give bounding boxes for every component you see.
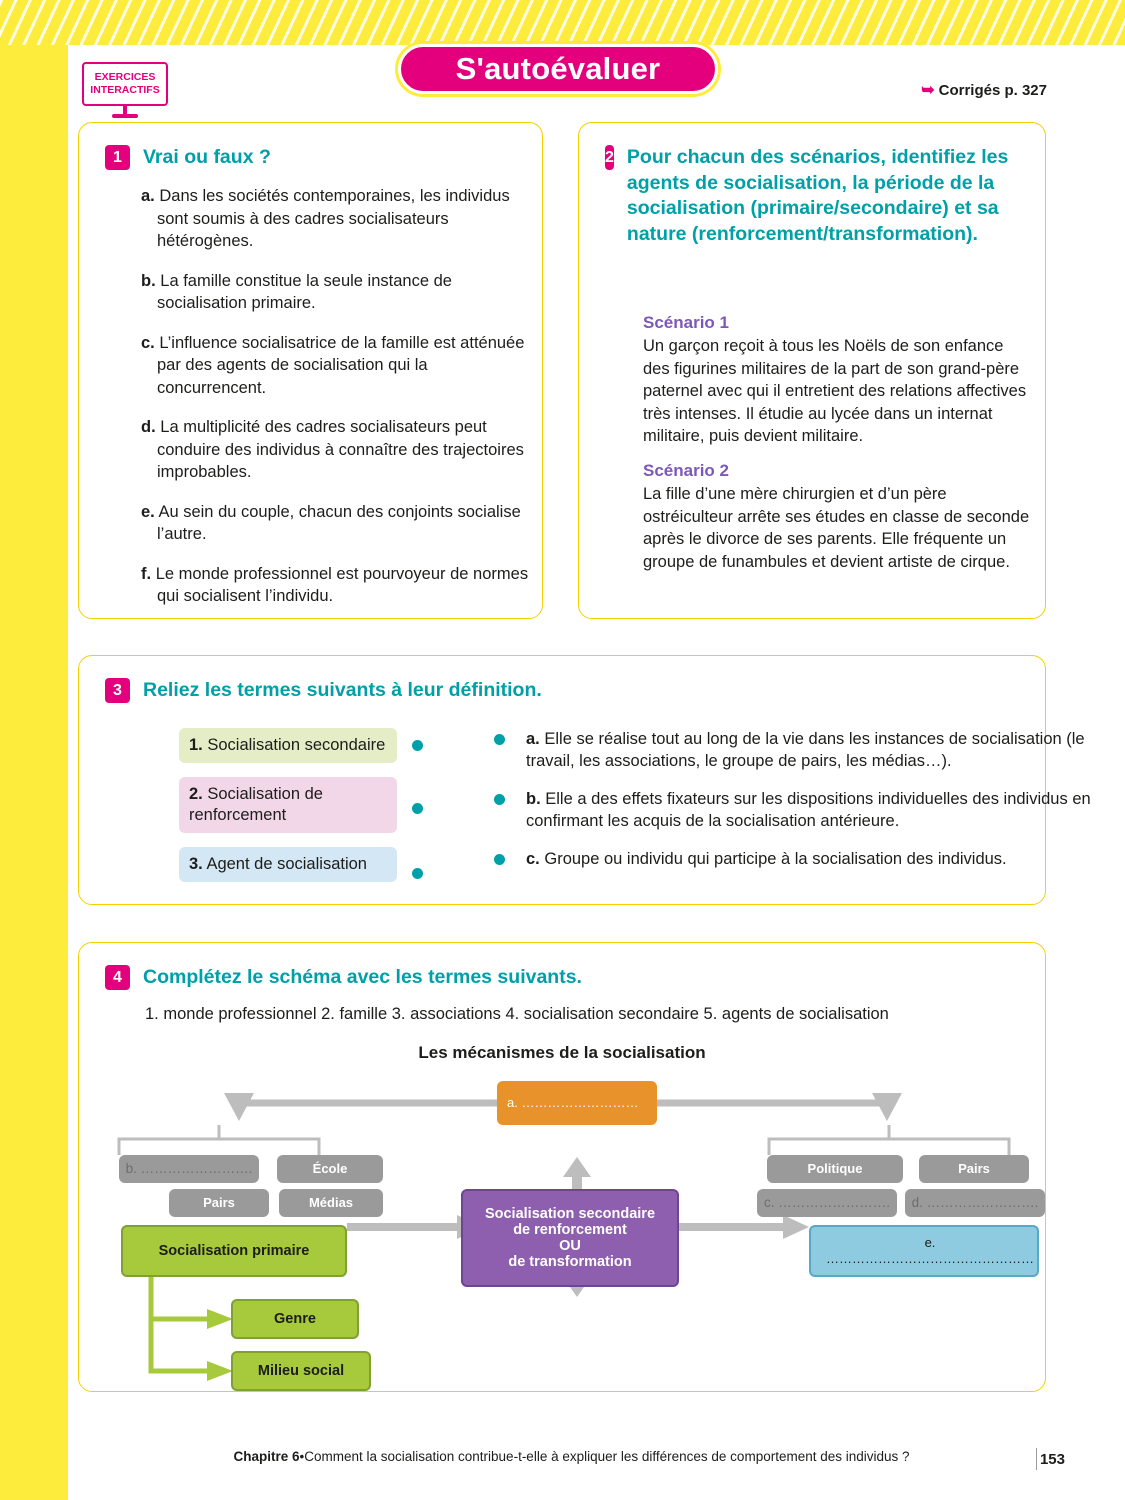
centre-line-2: de renforcement	[513, 1222, 627, 1238]
node-genre: Genre	[231, 1299, 359, 1339]
exercise-4-title: Complétez le schéma avec les termes suivants.	[143, 966, 582, 988]
node-pairs-right: Pairs	[919, 1155, 1029, 1183]
list-item	[141, 563, 531, 608]
footer	[78, 1449, 1065, 1464]
node-milieu-social: Milieu social	[231, 1351, 371, 1391]
left-yellow-band	[0, 0, 68, 1500]
def-b-label: b.	[526, 790, 541, 808]
answers-reference	[921, 80, 1047, 100]
centre-line-4: de transformation	[508, 1254, 632, 1270]
exercise-2-box	[578, 122, 1046, 619]
matching-definitions-column	[494, 728, 1094, 886]
term-3-text: Agent de socialisation	[206, 855, 367, 873]
connector-dot-term-3[interactable]	[412, 868, 423, 879]
item-text: La multiplicité des cadres socialisateurs peut conduire des individus à connaître des trajectoires improbables.	[157, 418, 524, 481]
footer-text: Comment la socialisation contribue-t-elle à expliquer les différences de comportement des individus ?	[304, 1449, 910, 1464]
arrow-right-icon: ➥	[921, 82, 935, 99]
exercise-1-box	[78, 122, 543, 619]
schema-title: Les mécanismes de la socialisation	[418, 1043, 706, 1062]
definition-b[interactable]	[494, 788, 1094, 832]
list-item	[141, 332, 531, 400]
definition-c[interactable]	[494, 848, 1094, 870]
exercise-4-number: 4	[105, 965, 130, 990]
term-1-text: Socialisation secondaire	[207, 736, 386, 754]
item-label: a.	[141, 187, 155, 205]
exercise-4-terms: 1. monde professionnel 2. famille 3. associations 4. socialisation secondaire 5. agents de socialisation	[145, 1005, 889, 1023]
interactive-exercises-badge[interactable]	[82, 62, 168, 106]
item-text: L’influence socialisatrice de la famille est atténuée par des agents de socialisation qui la concurrencent.	[157, 333, 525, 397]
centre-line-3: OU	[559, 1238, 581, 1254]
badge-line-2: INTERACTIFS	[90, 84, 160, 96]
list-item	[141, 416, 531, 484]
footer-divider	[1036, 1448, 1037, 1470]
connector-dot-def-c[interactable]	[494, 854, 505, 865]
node-ecole: École	[277, 1155, 383, 1183]
scenario-1-title: Scénario 1	[643, 313, 729, 332]
exercise-1-header	[105, 145, 271, 170]
exercise-2-title: Pour chacun des scénarios, identifiez les agents de socialisation, la période de la socialisation (primaire/secondaire) et sa nature (renforcement/transformation).	[626, 146, 1009, 245]
page-number: 153	[1039, 1451, 1065, 1468]
matching-term-2[interactable]	[179, 777, 397, 833]
exercise-2-header	[605, 145, 1025, 247]
node-b-blank[interactable]: b. …………………….	[119, 1155, 259, 1183]
matching-terms-column	[179, 728, 419, 896]
node-socialisation-secondaire	[461, 1189, 679, 1287]
matching-term-1[interactable]	[179, 728, 397, 763]
def-a-text: Elle se réalise tout au long de la vie dans les instances de socialisation (le travail, les associations, le groupe de pairs, les médias…).	[526, 730, 1085, 770]
socialisation-diagram	[79, 1073, 1047, 1383]
list-item	[141, 270, 531, 315]
exercise-3-number: 3	[105, 678, 130, 703]
item-label: d.	[141, 418, 156, 436]
connector-dot-def-b[interactable]	[494, 794, 505, 805]
scenario-2	[643, 461, 1033, 573]
item-text: Au sein du couple, chacun des conjoints socialise l’autre.	[157, 502, 521, 543]
def-c-text: Groupe ou individu qui participe à la socialisation des individus.	[544, 850, 1007, 868]
exercise-3-box	[78, 655, 1091, 905]
page-title: S'autoévaluer	[398, 44, 718, 94]
definition-a[interactable]	[494, 728, 1094, 772]
exercise-1-list	[141, 185, 531, 625]
centre-line-1: Socialisation secondaire	[484, 1206, 656, 1222]
exercise-4-box	[78, 942, 1046, 1392]
item-label: c.	[141, 333, 155, 352]
term-3-label: 3.	[189, 855, 203, 873]
list-item	[141, 185, 531, 253]
term-2-text: Socialisation de renforcement	[189, 785, 323, 824]
footer-chapter: Chapitre 6	[233, 1449, 300, 1464]
item-text: La famille constitue la seule instance de socialisation primaire.	[157, 271, 452, 312]
connector-dot-term-2[interactable]	[412, 803, 423, 814]
def-a-label: a.	[526, 730, 540, 748]
node-pairs-left: Pairs	[169, 1189, 269, 1217]
top-yellow-band	[0, 0, 1125, 45]
term-1-label: 1.	[189, 736, 203, 754]
node-d-blank[interactable]: d. …………………….	[905, 1189, 1045, 1217]
scenario-2-text: La fille d’une mère chirurgien et d’un père ostréiculteur arrête ses études en classe de seconde après le divorce de ses parents. Elle fréquente un groupe de funambules et devient artiste de cirque.	[643, 485, 1030, 571]
connector-dot-def-a[interactable]	[494, 734, 505, 745]
exercise-3-header	[105, 678, 542, 703]
item-label: b.	[141, 271, 156, 290]
node-medias: Médias	[279, 1189, 383, 1217]
node-c-blank[interactable]: c. …………………….	[757, 1189, 897, 1217]
node-politique: Politique	[767, 1155, 903, 1183]
item-text: Dans les sociétés contemporaines, les individus sont soumis à des cadres socialisateurs hétérogènes.	[157, 187, 510, 250]
footer-separator: •	[299, 1449, 305, 1464]
exercise-1-number: 1	[105, 145, 130, 170]
def-b-text: Elle a des effets fixateurs sur les dispositions individuelles des individus en confirmant les acquis de la socialisation antérieure.	[526, 790, 1091, 830]
answers-reference-label: Corrigés p. 327	[938, 82, 1047, 99]
node-a-blank[interactable]: a. ………………………	[497, 1081, 657, 1125]
exercise-3-title: Reliez les termes suivants à leur définition.	[143, 679, 542, 701]
item-label: f.	[141, 564, 152, 583]
exercise-4-header	[105, 965, 582, 990]
node-socialisation-primaire: Socialisation primaire	[121, 1225, 347, 1277]
scenario-2-title: Scénario 2	[643, 461, 729, 480]
def-c-label: c.	[526, 850, 540, 868]
connector-dot-term-1[interactable]	[412, 740, 423, 751]
scenario-1-text: Un garçon reçoit à tous les Noëls de son enfance des figurines militaires de la part de son grand-père paternel avec qui il entretient des relations affectives très intenses. Il étudie au lycée dans un internat militaire, puis devient militaire.	[643, 337, 1027, 445]
item-label: e.	[141, 502, 155, 521]
term-2-label: 2.	[189, 785, 203, 803]
scenario-1	[643, 313, 1033, 448]
matching-term-3[interactable]	[179, 847, 397, 882]
monitor-stand-icon	[112, 106, 138, 118]
node-e-blank[interactable]: e. …………………………………………	[809, 1225, 1039, 1277]
exercise-1-title: Vrai ou faux ?	[143, 146, 271, 168]
list-item	[141, 501, 531, 546]
exercise-2-number: 2	[605, 145, 614, 170]
badge-line-1: EXERCICES	[94, 71, 156, 83]
item-text: Le monde professionnel est pourvoyeur de normes qui socialisent l’individu.	[155, 564, 529, 605]
